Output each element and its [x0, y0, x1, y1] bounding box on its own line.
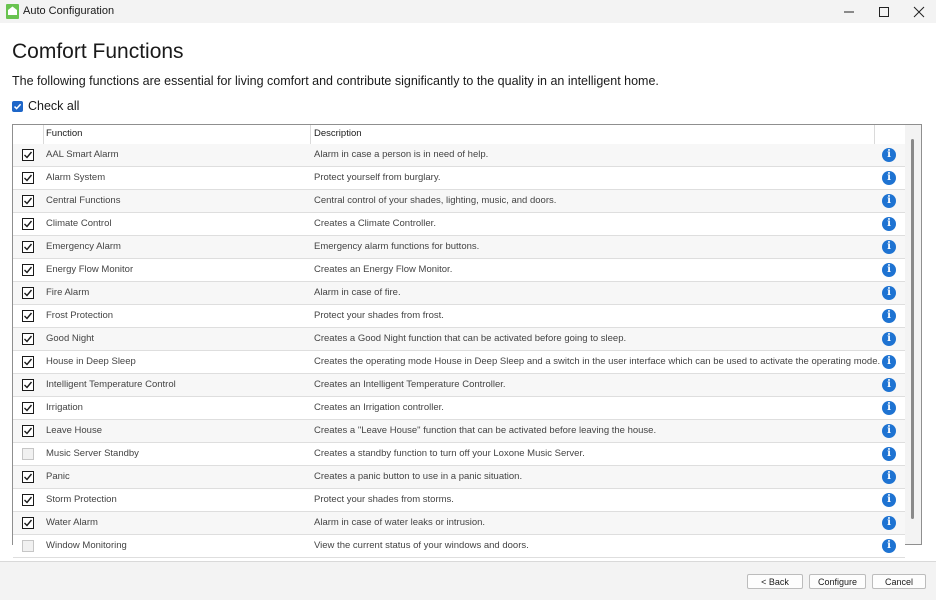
- row-checkbox[interactable]: [22, 379, 34, 391]
- checkmark-icon: [23, 288, 33, 298]
- table-row[interactable]: [13, 397, 905, 420]
- info-icon[interactable]: i: [882, 355, 896, 369]
- table-row[interactable]: [13, 443, 905, 466]
- check-all-label: Check all: [28, 99, 80, 113]
- table-row[interactable]: [13, 535, 905, 558]
- function-name: Water Alarm: [46, 517, 98, 528]
- function-description: Alarm in case of fire.: [314, 287, 401, 298]
- checkmark-icon: [23, 311, 33, 321]
- function-name: Emergency Alarm: [46, 241, 121, 252]
- checkmark-icon: [23, 265, 33, 275]
- close-button[interactable]: [901, 0, 937, 23]
- scrollbar-thumb[interactable]: [911, 139, 914, 519]
- info-icon[interactable]: i: [882, 309, 896, 323]
- function-description: Alarm in case of water leaks or intrusion.: [314, 517, 486, 528]
- function-description: Creates an Energy Flow Monitor.: [314, 264, 453, 275]
- title-bar: [0, 0, 936, 23]
- row-checkbox[interactable]: [22, 218, 34, 230]
- function-name: Fire Alarm: [46, 287, 90, 298]
- window-title: Auto Configuration: [23, 5, 115, 17]
- table-row[interactable]: [13, 466, 905, 489]
- info-icon[interactable]: i: [882, 401, 896, 415]
- info-icon[interactable]: i: [882, 424, 896, 438]
- row-checkbox[interactable]: [22, 333, 34, 345]
- function-description: Protect your shades from frost.: [314, 310, 444, 321]
- function-name: Good Night: [46, 333, 95, 344]
- table-row[interactable]: [13, 305, 905, 328]
- row-checkbox[interactable]: [22, 494, 34, 506]
- function-description: Creates a panic button to use in a panic situation.: [314, 471, 523, 482]
- checkmark-icon: [23, 472, 33, 482]
- table-row[interactable]: [13, 282, 905, 305]
- function-name: Music Server Standby: [46, 448, 139, 459]
- function-description: View the current status of your windows and doors.: [314, 540, 529, 551]
- checkmark-icon: [23, 426, 33, 436]
- table-row[interactable]: [13, 236, 905, 259]
- row-checkbox[interactable]: [22, 471, 34, 483]
- info-icon[interactable]: i: [882, 194, 896, 208]
- info-icon[interactable]: i: [882, 447, 896, 461]
- row-checkbox[interactable]: [22, 195, 34, 207]
- info-icon[interactable]: i: [882, 148, 896, 162]
- row-checkbox-unchecked[interactable]: [22, 448, 34, 460]
- table-row[interactable]: [13, 259, 905, 282]
- back-button[interactable]: < Back: [747, 574, 803, 589]
- function-description: Creates a Climate Controller.: [314, 218, 436, 229]
- minimize-button[interactable]: [831, 0, 867, 23]
- function-description: Emergency alarm functions for buttons.: [314, 241, 480, 252]
- table-body: [13, 144, 905, 551]
- checkmark-icon: [23, 173, 33, 183]
- info-icon[interactable]: i: [882, 217, 896, 231]
- page-title: Comfort Functions: [12, 40, 184, 63]
- row-checkbox[interactable]: [22, 402, 34, 414]
- function-description: Creates a Good Night function that can be activated before going to sleep.: [314, 333, 627, 344]
- vertical-scrollbar[interactable]: [905, 125, 921, 544]
- info-icon[interactable]: i: [882, 171, 896, 185]
- function-description: Protect yourself from burglary.: [314, 172, 441, 183]
- checkbox-checked-icon: [12, 101, 23, 112]
- checkmark-icon: [23, 357, 33, 367]
- checkmark-icon: [23, 495, 33, 505]
- footer-bar: [0, 561, 936, 600]
- cancel-button[interactable]: Cancel: [872, 574, 926, 589]
- info-icon[interactable]: i: [882, 263, 896, 277]
- info-icon[interactable]: i: [882, 493, 896, 507]
- checkmark-icon: [23, 150, 33, 160]
- close-icon: [914, 7, 924, 17]
- function-description: Creates a "Leave House" function that can be activated before leaving the house.: [314, 425, 657, 436]
- table-row[interactable]: [13, 351, 905, 374]
- info-icon[interactable]: i: [882, 539, 896, 553]
- table-row[interactable]: [13, 190, 905, 213]
- checkmark-icon: [23, 518, 33, 528]
- checkmark-icon: [23, 196, 33, 206]
- table-row[interactable]: [13, 489, 905, 512]
- row-checkbox[interactable]: [22, 172, 34, 184]
- function-name: Frost Protection: [46, 310, 114, 321]
- function-description: Creates an Intelligent Temperature Controller.: [314, 379, 506, 390]
- info-icon[interactable]: i: [882, 240, 896, 254]
- maximize-button[interactable]: [866, 0, 902, 23]
- table-row[interactable]: [13, 374, 905, 397]
- info-icon[interactable]: i: [882, 286, 896, 300]
- checkmark-icon: [23, 219, 33, 229]
- function-description: Creates a standby function to turn off your Loxone Music Server.: [314, 448, 585, 459]
- info-icon[interactable]: i: [882, 516, 896, 530]
- function-description: Central control of your shades, lighting, music, and doors.: [314, 195, 557, 206]
- function-description: Creates the operating mode House in Deep Sleep and a switch in the user interface which can be used to activate the operating mode.: [314, 356, 881, 367]
- checkmark-icon: [23, 380, 33, 390]
- checkmark-icon: [23, 403, 33, 413]
- info-icon[interactable]: i: [882, 470, 896, 484]
- page-subtitle: The following functions are essential for living comfort and contribute significantly to the quality in an intelligent home.: [12, 74, 659, 88]
- function-name: Climate Control: [46, 218, 112, 229]
- function-name: House in Deep Sleep: [46, 356, 136, 367]
- checkmark-icon: [23, 242, 33, 252]
- row-checkbox[interactable]: [22, 310, 34, 322]
- row-checkbox-unchecked[interactable]: [22, 540, 34, 552]
- row-checkbox[interactable]: [22, 356, 34, 368]
- row-checkbox[interactable]: [22, 241, 34, 253]
- minimize-icon: [844, 7, 854, 17]
- checkmark-icon: [23, 334, 33, 344]
- function-description: Alarm in case a person is in need of help.: [314, 149, 489, 160]
- table-row[interactable]: [13, 213, 905, 236]
- function-description: Protect your shades from storms.: [314, 494, 454, 505]
- function-description: Creates an Irrigation controller.: [314, 402, 444, 413]
- table-header: [13, 125, 921, 144]
- table-row[interactable]: [13, 328, 905, 351]
- table-row[interactable]: [13, 512, 905, 535]
- row-checkbox[interactable]: [22, 517, 34, 529]
- function-name: Storm Protection: [46, 494, 117, 505]
- row-checkbox[interactable]: [22, 264, 34, 276]
- info-icon[interactable]: i: [882, 378, 896, 392]
- function-name: Panic: [46, 471, 70, 482]
- function-name: Energy Flow Monitor: [46, 264, 134, 275]
- table-row[interactable]: [13, 420, 905, 443]
- function-name: Window Monitoring: [46, 540, 127, 551]
- function-name: Intelligent Temperature Control: [46, 379, 176, 390]
- info-icon[interactable]: i: [882, 332, 896, 346]
- row-checkbox[interactable]: [22, 425, 34, 437]
- function-name: AAL Smart Alarm: [46, 149, 119, 160]
- configure-button[interactable]: Configure: [809, 574, 866, 589]
- app-icon: [6, 4, 19, 19]
- functions-table: [12, 124, 922, 551]
- function-name: Alarm System: [46, 172, 106, 183]
- function-name: Central Functions: [46, 195, 121, 206]
- function-name: Leave House: [46, 425, 102, 436]
- column-header-function[interactable]: Function: [46, 128, 83, 139]
- function-name: Irrigation: [46, 402, 83, 413]
- table-row[interactable]: [13, 144, 905, 167]
- check-all-checkbox[interactable]: [12, 99, 79, 113]
- table-row[interactable]: [13, 167, 905, 190]
- maximize-icon: [879, 7, 889, 17]
- row-checkbox[interactable]: [22, 149, 34, 161]
- column-header-description[interactable]: Description: [314, 128, 362, 139]
- row-checkbox[interactable]: [22, 287, 34, 299]
